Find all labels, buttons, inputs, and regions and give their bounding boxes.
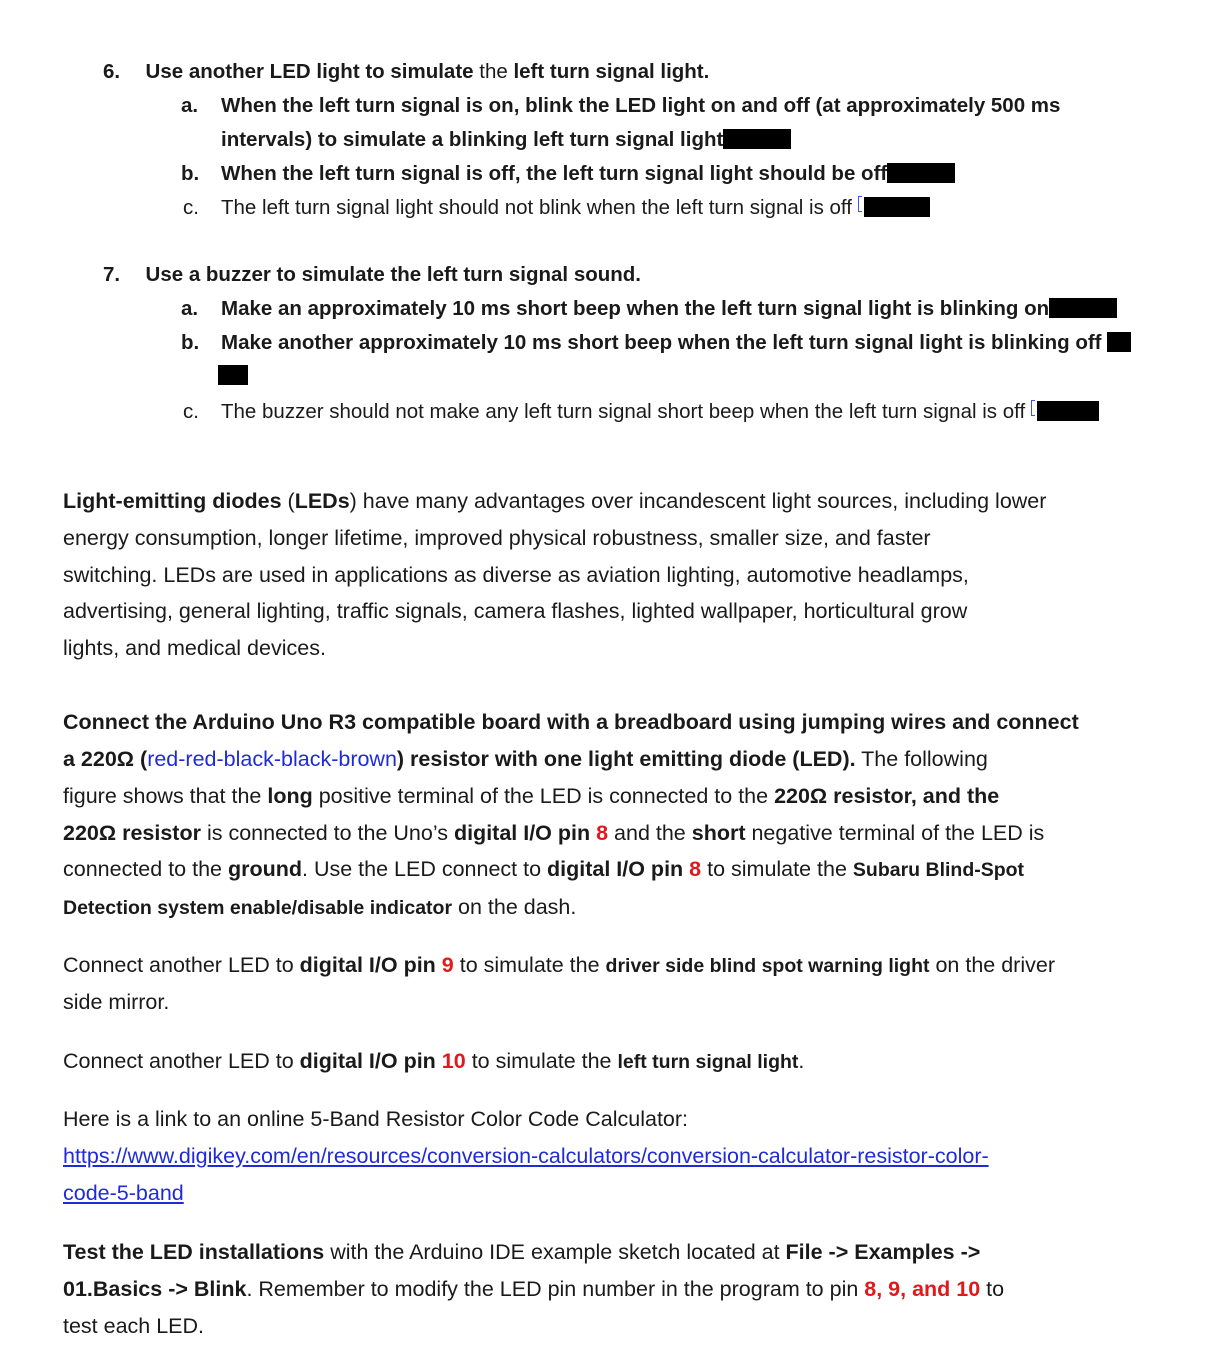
- pin-number: 10: [441, 1049, 466, 1073]
- item-7a-label: a.: [181, 297, 199, 320]
- connect-line-5: connected to the ground. Use the LED connect to digital I/O pin 8 to simulate the Subaru Blind-Spot: [63, 857, 1025, 881]
- redaction-box: [887, 163, 955, 183]
- item-6a-line1: When the left turn signal is on, blink the LED light on and off (at approximately 500 ms: [221, 94, 1061, 117]
- pin-number: 8: [689, 857, 702, 881]
- item-lead: Use a buzzer to simulate the left turn signal sound.: [145, 263, 641, 286]
- led-intro-line-4: advertising, general lighting, traffic signals, camera flashes, lighted wallpaper, horticultural grow: [63, 599, 968, 623]
- calculator-link-line-2[interactable]: code-5-band: [63, 1181, 184, 1205]
- led-intro-line-3: switching. LEDs are used in applications as diverse as aviation lighting, automotive headlamps,: [63, 563, 969, 587]
- item-6c: The left turn signal light should not blink when the left turn signal is off: [221, 196, 930, 220]
- redaction-box: [1037, 401, 1099, 421]
- pin-number: 9: [441, 953, 454, 977]
- redaction-box: [1107, 332, 1131, 352]
- calculator-link-line-1[interactable]: https://www.digikey.com/en/resources/conversion-calculators/conversion-calculator-resistor-color-: [63, 1144, 989, 1168]
- pin-number: 8: [596, 821, 609, 845]
- resistor-color-code: red-red-black-black-brown: [147, 747, 397, 771]
- comment-marker-icon: [1031, 400, 1035, 416]
- item-6b-label: b.: [181, 162, 200, 185]
- redaction-box: [723, 129, 791, 149]
- item-mid: the: [473, 60, 514, 83]
- item-7c: The buzzer should not make any left turn signal short beep when the left turn signal is off: [221, 400, 1099, 424]
- item-6a-line2: intervals) to simulate a blinking left turn signal light: [221, 128, 791, 152]
- item-7b-label: b.: [181, 331, 200, 354]
- test-line-3: test each LED.: [63, 1314, 205, 1338]
- connect-line-2: a 220Ω (red-red-black-black-brown) resistor with one light emitting diode (LED). The following: [63, 747, 988, 771]
- item-6a-label: a.: [181, 94, 199, 117]
- redaction-box: [1049, 298, 1117, 318]
- item-6c-label: c.: [183, 196, 199, 219]
- item-number: 7.: [103, 263, 121, 286]
- pin9-line-2: side mirror.: [63, 990, 170, 1014]
- redaction-box: [864, 197, 930, 217]
- test-line-1: Test the LED installations with the Arduino IDE example sketch located at File -> Examples ->: [63, 1240, 981, 1264]
- connect-line-6: Detection system enable/disable indicator on the dash.: [63, 895, 577, 919]
- item-6b: When the left turn signal is off, the left turn signal light should be off: [221, 162, 955, 186]
- connect-line-4: 220Ω resistor is connected to the Uno’s digital I/O pin 8 and the short negative terminal of the LED is: [63, 821, 1045, 845]
- led-intro-line-5: lights, and medical devices.: [63, 636, 326, 660]
- item-7a: Make an approximately 10 ms short beep when the left turn signal light is blinking on: [221, 297, 1117, 321]
- item-6: [103, 60, 709, 84]
- pin9-line-1: Connect another LED to digital I/O pin 9 to simulate the driver side blind spot warning light on the driver: [63, 953, 1055, 977]
- item-7c-label: c.: [183, 400, 199, 423]
- pin-numbers: 8, 9, and 10: [864, 1277, 981, 1301]
- item-7: [103, 263, 641, 287]
- item-7b: Make another approximately 10 ms short beep when the left turn signal light is blinking off: [221, 331, 1131, 355]
- led-intro-line-1: Light-emitting diodes (LEDs) have many advantages over incandescent light sources, including lower: [63, 489, 1047, 513]
- item-lead: Use another LED light to simulate: [145, 60, 474, 83]
- comment-marker-icon: [858, 196, 862, 212]
- test-line-2: 01.Basics -> Blink. Remember to modify the LED pin number in the program to pin 8, 9, and 10 to: [63, 1277, 1005, 1301]
- connect-line-3: figure shows that the long positive terminal of the LED is connected to the 220Ω resistor, and the: [63, 784, 1000, 808]
- led-intro-line-2: energy consumption, longer lifetime, improved physical robustness, smaller size, and faster: [63, 526, 931, 550]
- pin10-line: Connect another LED to digital I/O pin 10 to simulate the left turn signal light.: [63, 1049, 805, 1073]
- connect-line-1: Connect the Arduino Uno R3 compatible board with a breadboard using jumping wires and connect: [63, 710, 1079, 734]
- item-number: 6.: [103, 60, 121, 83]
- calculator-intro: Here is a link to an online 5-Band Resistor Color Code Calculator:: [63, 1107, 689, 1131]
- redaction-box: [218, 365, 248, 385]
- item-tail: left turn signal light.: [513, 60, 710, 83]
